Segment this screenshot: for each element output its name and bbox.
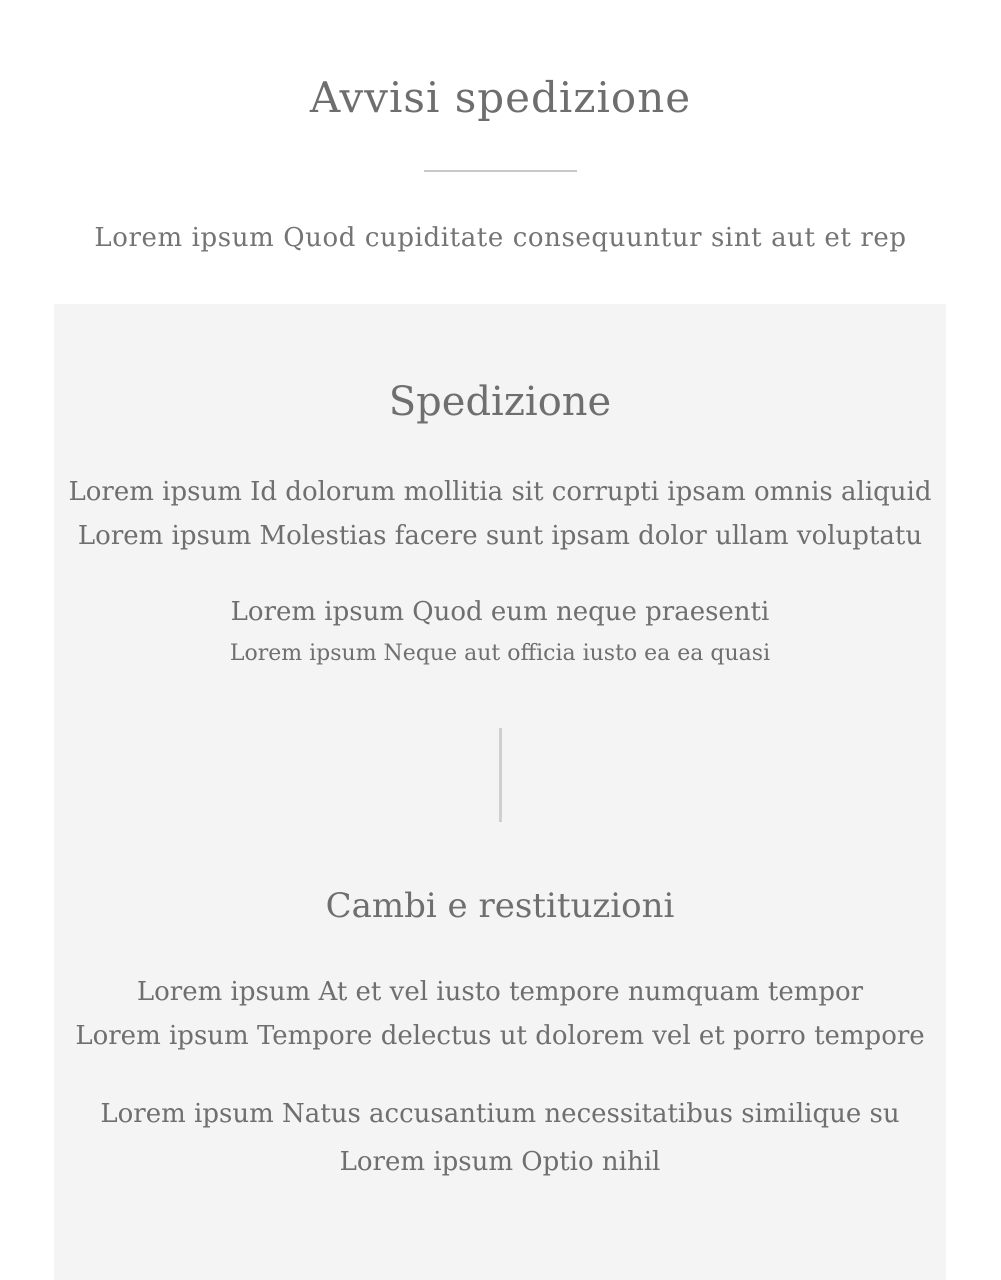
page-title: Avvisi spedizione xyxy=(309,73,692,122)
info-panel xyxy=(54,304,946,1280)
returns-line-4: Lorem ipsum Optio nihil xyxy=(339,1147,661,1177)
shipping-line-2: Lorem ipsum Molestias facere sunt ipsam dolor ullam voluptatu xyxy=(77,521,923,551)
returns-line-3: Lorem ipsum Natus accusantium necessitatibus similique su xyxy=(100,1099,900,1129)
shipping-line-1: Lorem ipsum Id dolorum mollitia sit corrupti ipsam omnis aliquid xyxy=(68,477,932,507)
intro-text: Lorem ipsum Quod cupiditate consequuntur sint aut et rep xyxy=(94,223,907,253)
shipping-line-3: Lorem ipsum Quod eum neque praesenti xyxy=(230,597,770,627)
title-underline xyxy=(424,170,577,172)
shipping-line-4: Lorem ipsum Neque aut officia iusto ea ea quasi xyxy=(229,641,771,666)
returns-title: Cambi e restituzioni xyxy=(325,886,675,926)
shipping-title: Spedizione xyxy=(388,379,612,425)
section-divider xyxy=(499,728,502,822)
returns-line-1: Lorem ipsum At et vel iusto tempore numquam tempor xyxy=(136,977,864,1007)
returns-line-2: Lorem ipsum Tempore delectus ut dolorem vel et porro tempore xyxy=(75,1021,925,1051)
